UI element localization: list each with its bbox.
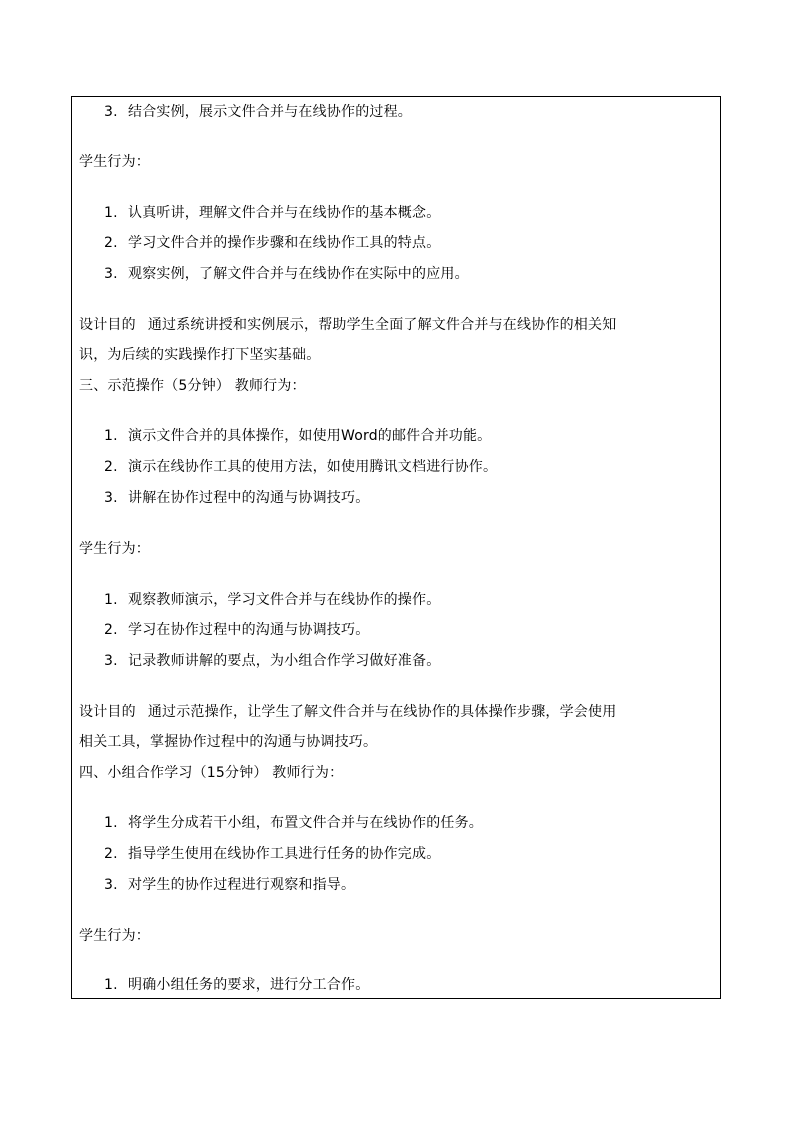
- list-item: [104, 235, 440, 251]
- list-text: 对学生的协作过程进行观察和指导。: [128, 877, 356, 893]
- list-item: [104, 490, 369, 506]
- list-item: [104, 877, 355, 893]
- list-text: 学习在协作过程中的沟通与协调技巧。: [128, 622, 370, 638]
- list-number: 2.: [104, 622, 118, 638]
- list-item: [104, 622, 369, 638]
- list-text: 观察实例，了解文件合并与在线协作在实际中的应用。: [128, 266, 469, 282]
- list-text: 指导学生使用在线协作工具进行任务的协作完成。: [128, 846, 441, 862]
- list-item: [104, 428, 491, 444]
- list-text: 认真听讲，理解文件合并与在线协作的基本概念。: [128, 205, 441, 221]
- list-item: [104, 815, 483, 831]
- list-item: [104, 653, 440, 669]
- design-purpose-continuation: 识，为后续的实践操作打下坚实基础。: [79, 347, 321, 363]
- list-text: 演示文件合并的具体操作，如使用Word的邮件合并功能。: [128, 428, 492, 444]
- stage-heading: 四、小组合作学习（15分钟） 教师行为：: [79, 765, 344, 781]
- design-purpose-continuation: 相关工具，掌握协作过程中的沟通与协调技巧。: [79, 734, 378, 750]
- list-number: 2.: [104, 459, 118, 475]
- list-number: 3.: [104, 490, 118, 506]
- list-number: 3.: [104, 877, 118, 893]
- list-text: 讲解在协作过程中的沟通与协调技巧。: [128, 490, 370, 506]
- list-text: 记录教师讲解的要点，为小组合作学习做好准备。: [128, 653, 441, 669]
- list-item: [104, 977, 369, 993]
- design-purpose-label: 设计目的: [79, 704, 136, 720]
- design-purpose-line: [79, 704, 616, 720]
- stage-heading: 三、示范操作（5分钟） 教师行为：: [79, 378, 306, 394]
- design-purpose-text: 通过示范操作，让学生了解文件合并与在线协作的具体操作步骤，学会使用: [147, 704, 617, 720]
- list-text: 结合实例，展示文件合并与在线协作的过程。: [128, 104, 412, 120]
- list-item: [104, 104, 412, 120]
- design-purpose-text: 通过系统讲授和实例展示，帮助学生全面了解文件合并与在线协作的相关知: [147, 317, 617, 333]
- list-text: 明确小组任务的要求，进行分工合作。: [128, 977, 370, 993]
- list-item: [104, 592, 440, 608]
- list-number: 1.: [104, 592, 118, 608]
- list-text: 演示在线协作工具的使用方法，如使用腾讯文档进行协作。: [128, 459, 498, 475]
- list-item: [104, 459, 497, 475]
- list-text: 学习文件合并的操作步骤和在线协作工具的特点。: [128, 235, 441, 251]
- list-number: 3.: [104, 104, 118, 120]
- student-behavior-heading: 学生行为：: [79, 928, 150, 944]
- list-number: 1.: [104, 205, 118, 221]
- list-item: [104, 205, 440, 221]
- list-number: 3.: [104, 266, 118, 282]
- list-number: 1.: [104, 428, 118, 444]
- list-number: 1.: [104, 815, 118, 831]
- list-number: 3.: [104, 653, 118, 669]
- design-purpose-line: [79, 317, 616, 333]
- student-behavior-heading: 学生行为：: [79, 154, 150, 170]
- list-number: 2.: [104, 846, 118, 862]
- list-number: 2.: [104, 235, 118, 251]
- design-purpose-label: 设计目的: [79, 317, 136, 333]
- content-table-cell: [71, 96, 721, 999]
- list-item: [104, 846, 440, 862]
- list-number: 1.: [104, 977, 118, 993]
- list-item: [104, 266, 469, 282]
- list-text: 观察教师演示，学习文件合并与在线协作的操作。: [128, 592, 441, 608]
- list-text: 将学生分成若干小组，布置文件合并与在线协作的任务。: [128, 815, 483, 831]
- student-behavior-heading: 学生行为：: [79, 541, 150, 557]
